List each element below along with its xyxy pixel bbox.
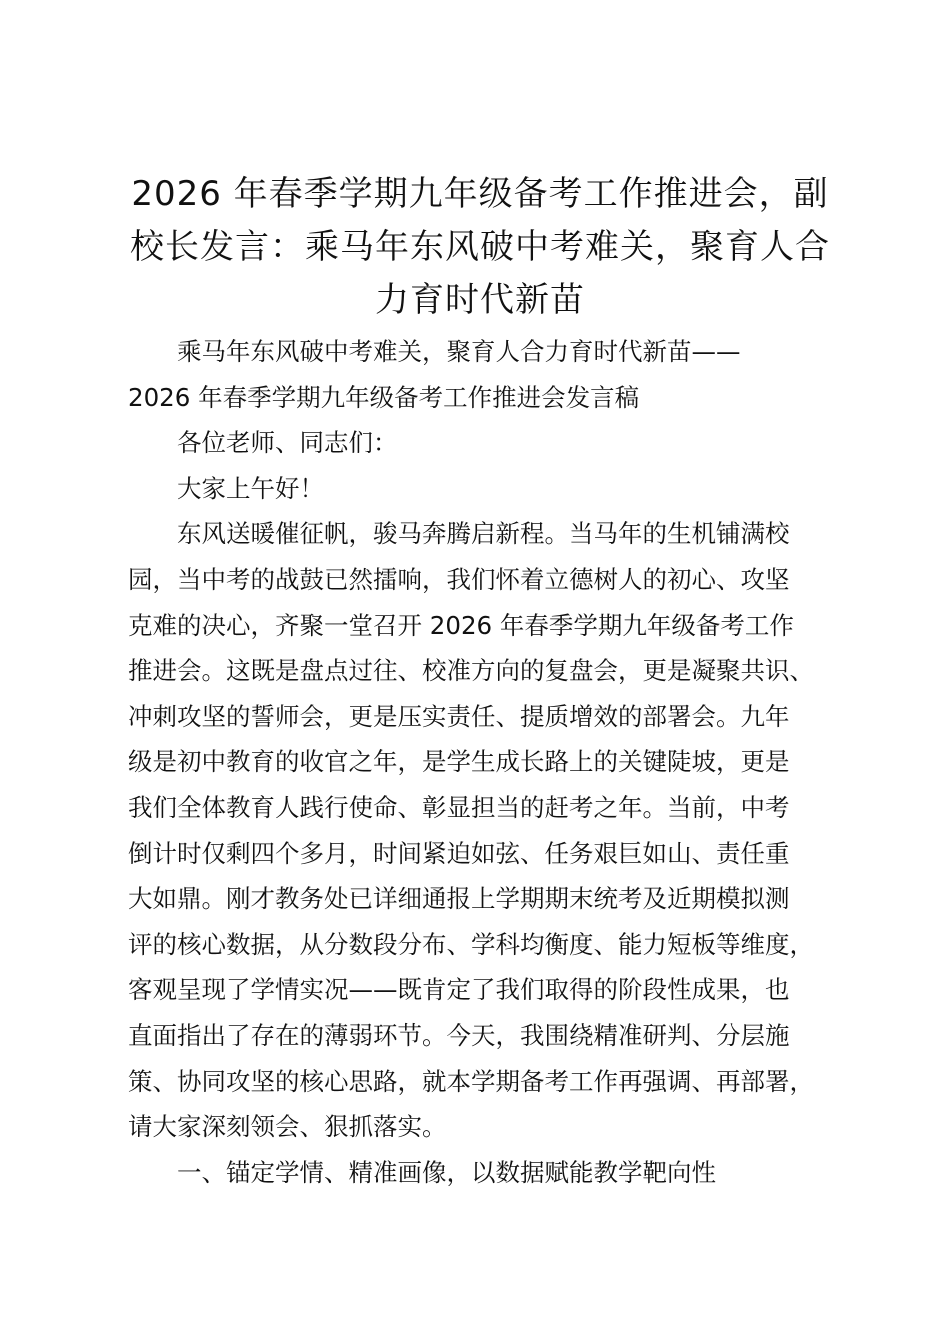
paragraph-line: 园，当中考的战鼓已然擂响，我们怀着立德树人的初心、攻坚 <box>128 564 790 594</box>
title-line: 2026 年春季学期九年级备考工作推进会，副 <box>131 174 829 214</box>
section-heading-text: 一、锚定学情、精准画像，以数据赋能教学靶向性 <box>177 1157 716 1187</box>
subtitle <box>128 329 833 420</box>
title-line: 力育时代新苗 <box>375 280 585 320</box>
subtitle-line: 2026 年春季学期九年级备考工作推进会发言稿 <box>128 382 640 412</box>
greeting-text: 大家上午好！ <box>177 473 324 503</box>
greeting <box>128 466 833 512</box>
paragraph-line: 我们全体教育人践行使命、彰显担当的赶考之年。当前，中考 <box>128 792 790 822</box>
paragraph-line: 策、协同攻坚的核心思路，就本学期备考工作再强调、再部署， <box>128 1066 814 1096</box>
document-title <box>110 168 850 327</box>
paragraph-line: 大如鼎。刚才教务处已详细通报上学期期末统考及近期模拟测 <box>128 884 790 914</box>
paragraph-line: 请大家深刻领会、狠抓落实。 <box>128 1112 447 1142</box>
paragraph-line: 级是初中教育的收官之年，是学生成长路上的关键陡坡，更是 <box>128 747 790 777</box>
document-body <box>128 329 833 1195</box>
paragraph-line: 东风送暖催征帆，骏马奔腾启新程。当马年的生机铺满校 <box>177 519 790 549</box>
title-line: 校长发言：乘马年东风破中考难关，聚育人合 <box>130 227 830 267</box>
paragraph-line: 克难的决心，齐聚一堂召开 2026 年春季学期九年级备考工作 <box>128 610 794 640</box>
paragraph-line: 直面指出了存在的薄弱环节。今天，我围绕精准研判、分层施 <box>128 1020 790 1050</box>
paragraph-line: 客观呈现了学情实况——既肯定了我们取得的阶段性成果，也 <box>128 975 790 1005</box>
paragraph-opening <box>128 511 833 1149</box>
salutation <box>128 420 833 466</box>
paragraph-line: 推进会。这既是盘点过往、校准方向的复盘会，更是凝聚共识、 <box>128 656 814 686</box>
section-heading <box>128 1150 833 1196</box>
paragraph-line: 评的核心数据，从分数段分布、学科均衡度、能力短板等维度， <box>128 929 814 959</box>
paragraph-line: 冲刺攻坚的誓师会，更是压实责任、提质增效的部署会。九年 <box>128 701 790 731</box>
paragraph-line: 倒计时仅剩四个多月，时间紧迫如弦、任务艰巨如山、责任重 <box>128 838 790 868</box>
salutation-text: 各位老师、同志们： <box>177 428 398 458</box>
subtitle-line: 乘马年东风破中考难关，聚育人合力育时代新苗—— <box>177 337 741 366</box>
